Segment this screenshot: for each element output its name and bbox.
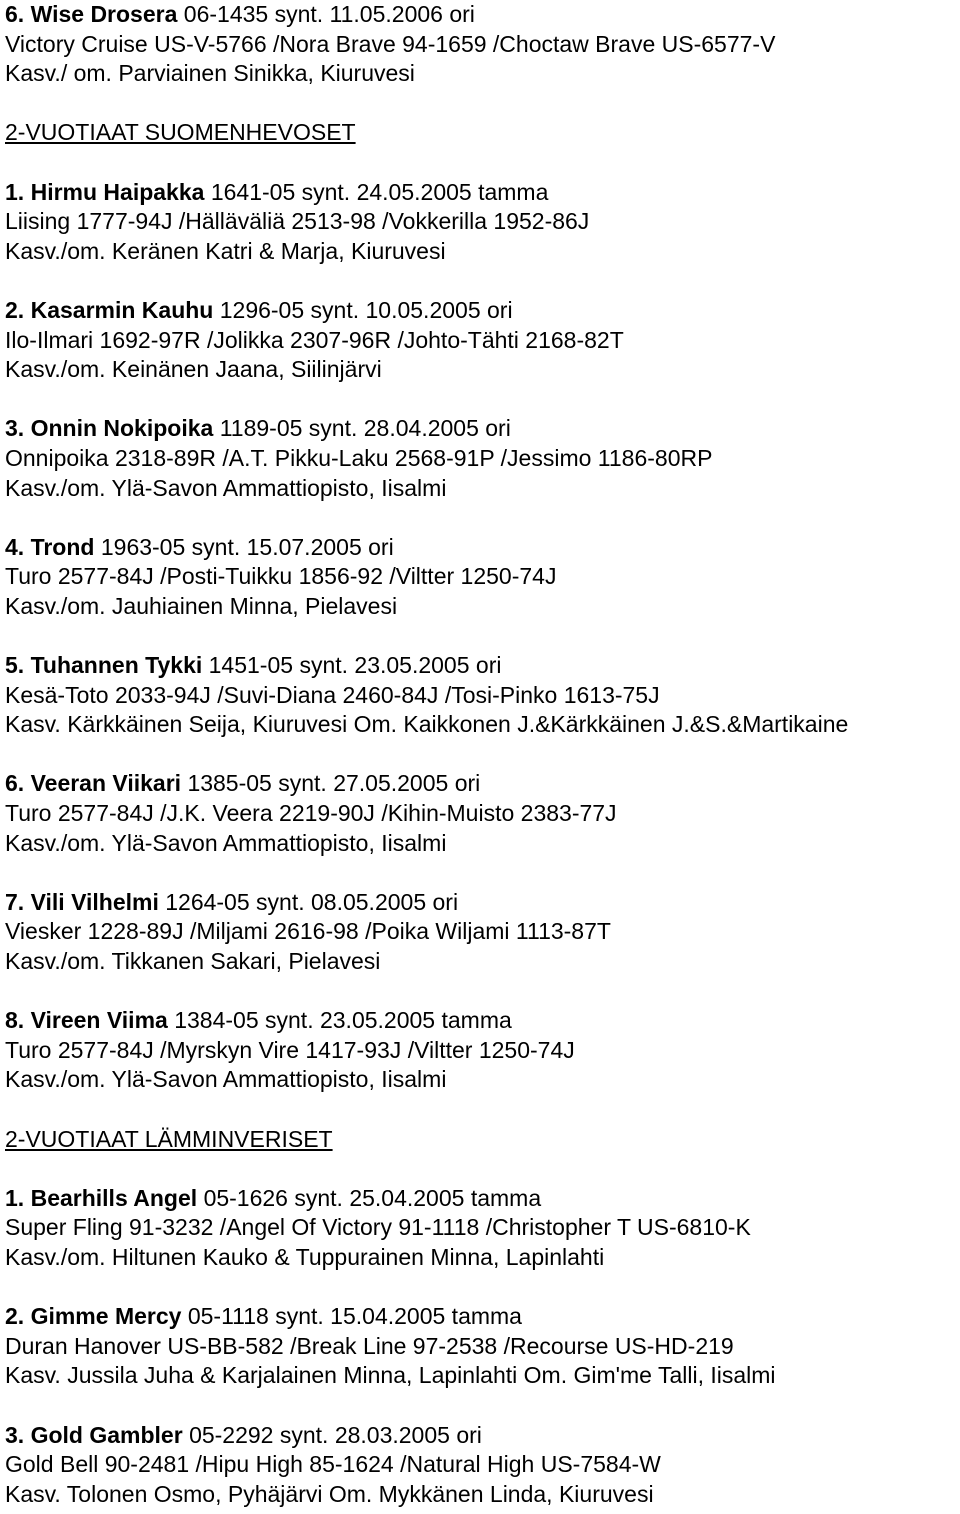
entry-number: 3. xyxy=(5,1421,25,1448)
entry-number: 2. xyxy=(5,1303,25,1330)
entry-header xyxy=(5,296,960,326)
entry-header xyxy=(5,769,960,799)
entry-header xyxy=(5,1421,960,1451)
spacer xyxy=(5,503,960,533)
horse-name: Vili Vilhelmi xyxy=(30,888,159,915)
owner-line: Kasv./om. Keränen Katri & Marja, Kiuruvesi xyxy=(5,237,446,264)
section-heading-lamminveriset: 2-VUOTIAAT LÄMMINVERISET xyxy=(5,1125,333,1152)
entry-number: 1. xyxy=(5,178,25,205)
entry-header xyxy=(5,178,960,208)
entry-number: 6. xyxy=(5,1,25,27)
owner-line: Kasv./om. Ylä-Savon Ammattiopisto, Iisalmi xyxy=(5,829,447,856)
spacer xyxy=(5,89,960,119)
horse-info: 1384-05 synt. 23.05.2005 tamma xyxy=(174,1007,512,1034)
horse-info: 1451-05 synt. 23.05.2005 ori xyxy=(208,652,502,679)
entry-header xyxy=(5,1006,960,1036)
spacer xyxy=(5,621,960,651)
entry xyxy=(5,178,960,267)
pedigree-line: Kesä-Toto 2033-94J /Suvi-Diana 2460-84J /Tosi-Pinko 1613-75J xyxy=(5,681,660,708)
horse-name: Wise Drosera xyxy=(30,1,178,27)
horse-name: Bearhills Angel xyxy=(30,1184,198,1211)
horse-name: Onnin Nokipoika xyxy=(30,415,214,442)
spacer xyxy=(5,1391,960,1421)
horse-name: Kasarmin Kauhu xyxy=(30,296,214,323)
entry-number: 5. xyxy=(5,652,25,679)
spacer xyxy=(5,1273,960,1303)
entry xyxy=(5,296,960,385)
spacer xyxy=(5,740,960,770)
pedigree-line: Duran Hanover US-BB-582 /Break Line 97-2538 /Recourse US-HD-219 xyxy=(5,1332,734,1359)
entry-header xyxy=(5,414,960,444)
section-heading-suomenhevoset: 2-VUOTIAAT SUOMENHEVOSET xyxy=(5,119,356,146)
entry xyxy=(5,1302,960,1391)
horse-info: 06-1435 synt. 11.05.2006 ori xyxy=(183,1,475,27)
horse-name: Tuhannen Tykki xyxy=(30,652,203,679)
entry-number: 6. xyxy=(5,770,25,797)
entry-header xyxy=(5,0,960,30)
pedigree-line: Ilo-Ilmari 1692-97R /Jolikka 2307-96R /Johto-Tähti 2168-82T xyxy=(5,326,624,353)
entry-header xyxy=(5,533,960,563)
entry-number: 3. xyxy=(5,415,25,442)
pedigree-line: Victory Cruise US-V-5766 /Nora Brave 94-1659 /Choctaw Brave US-6577-V xyxy=(5,30,776,57)
horse-info: 1296-05 synt. 10.05.2005 ori xyxy=(219,296,513,323)
horse-name: Trond xyxy=(30,533,95,560)
entry-number: 1. xyxy=(5,1184,25,1211)
owner-line: Kasv. Kärkkäinen Seija, Kiuruvesi Om. Kaikkonen J.&Kärkkäinen J.&S.&Martikaine xyxy=(5,711,849,738)
entry xyxy=(5,1184,960,1273)
entry-number: 4. xyxy=(5,533,25,560)
entry xyxy=(5,888,960,977)
entry xyxy=(5,769,960,858)
owner-line: Kasv. Jussila Juha & Karjalainen Minna, Lapinlahti Om. Gim'me Talli, Iisalmi xyxy=(5,1362,776,1389)
owner-line: Kasv./ om. Parviainen Sinikka, Kiuruvesi xyxy=(5,60,415,87)
spacer xyxy=(5,148,960,178)
horse-name: Vireen Viima xyxy=(30,1007,168,1034)
entry-header xyxy=(5,1184,960,1214)
entry xyxy=(5,1006,960,1095)
horse-info: 1385-05 synt. 27.05.2005 ori xyxy=(187,770,481,797)
horse-info: 05-1626 synt. 25.04.2005 tamma xyxy=(203,1184,542,1211)
spacer xyxy=(5,1154,960,1184)
entry xyxy=(5,1421,960,1510)
entry xyxy=(5,533,960,622)
spacer xyxy=(5,266,960,296)
entry xyxy=(5,651,960,740)
horse-info: 05-2292 synt. 28.03.2005 ori xyxy=(189,1421,482,1448)
horse-name: Veeran Viikari xyxy=(30,770,182,797)
owner-line: Kasv./om. Tikkanen Sakari, Pielavesi xyxy=(5,948,381,974)
pedigree-line: Turo 2577-84J /J.K. Veera 2219-90J /Kihin-Muisto 2383-77J xyxy=(5,800,617,827)
horse-info: 1963-05 synt. 15.07.2005 ori xyxy=(100,533,394,560)
spacer xyxy=(5,858,960,888)
entry-number: 8. xyxy=(5,1007,25,1034)
owner-line: Kasv./om. Hiltunen Kauko & Tuppurainen Minna, Lapinlahti xyxy=(5,1243,605,1270)
document-page xyxy=(5,0,960,1509)
entry-number: 2. xyxy=(5,296,25,323)
pedigree-line: Turo 2577-84J /Posti-Tuikku 1856-92 /Viltter 1250-74J xyxy=(5,563,557,590)
horse-info: 1189-05 synt. 28.04.2005 ori xyxy=(219,415,511,442)
pedigree-line: Viesker 1228-89J /Miljami 2616-98 /Poika Wiljami 1113-87T xyxy=(5,918,611,945)
horse-name: Gimme Mercy xyxy=(30,1303,182,1330)
entry-header xyxy=(5,1302,960,1332)
pedigree-line: Turo 2577-84J /Myrskyn Vire 1417-93J /Viltter 1250-74J xyxy=(5,1036,575,1063)
entry-header xyxy=(5,888,960,918)
horse-name: Gold Gambler xyxy=(30,1421,183,1448)
pedigree-line: Gold Bell 90-2481 /Hipu High 85-1624 /Natural High US-7584-W xyxy=(5,1451,661,1478)
owner-line: Kasv./om. Ylä-Savon Ammattiopisto, Iisalmi xyxy=(5,1066,447,1093)
entry-number: 7. xyxy=(5,888,25,915)
owner-line: Kasv. Tolonen Osmo, Pyhäjärvi Om. Mykkänen Linda, Kiuruvesi xyxy=(5,1480,654,1507)
owner-line: Kasv./om. Keinänen Jaana, Siilinjärvi xyxy=(5,356,382,383)
pedigree-line: Super Fling 91-3232 /Angel Of Victory 91-1118 /Christopher T US-6810-K xyxy=(5,1214,751,1241)
spacer xyxy=(5,977,960,1007)
horse-name: Hirmu Haipakka xyxy=(30,178,205,205)
horse-info: 1264-05 synt. 08.05.2005 ori xyxy=(165,888,459,915)
horse-info: 05-1118 synt. 15.04.2005 tamma xyxy=(187,1303,522,1330)
entry xyxy=(5,414,960,503)
owner-line: Kasv./om. Jauhiainen Minna, Pielavesi xyxy=(5,592,398,619)
entry-header xyxy=(5,651,960,681)
spacer xyxy=(5,1095,960,1125)
spacer xyxy=(5,385,960,415)
pedigree-line: Onnipoika 2318-89R /A.T. Pikku-Laku 2568-91P /Jessimo 1186-80RP xyxy=(5,444,713,471)
pedigree-line: Liising 1777-94J /Hälläväliä 2513-98 /Vokkerilla 1952-86J xyxy=(5,208,590,235)
entry-wise-drosera xyxy=(5,0,960,89)
owner-line: Kasv./om. Ylä-Savon Ammattiopisto, Iisalmi xyxy=(5,474,447,501)
horse-info: 1641-05 synt. 24.05.2005 tamma xyxy=(210,178,549,205)
